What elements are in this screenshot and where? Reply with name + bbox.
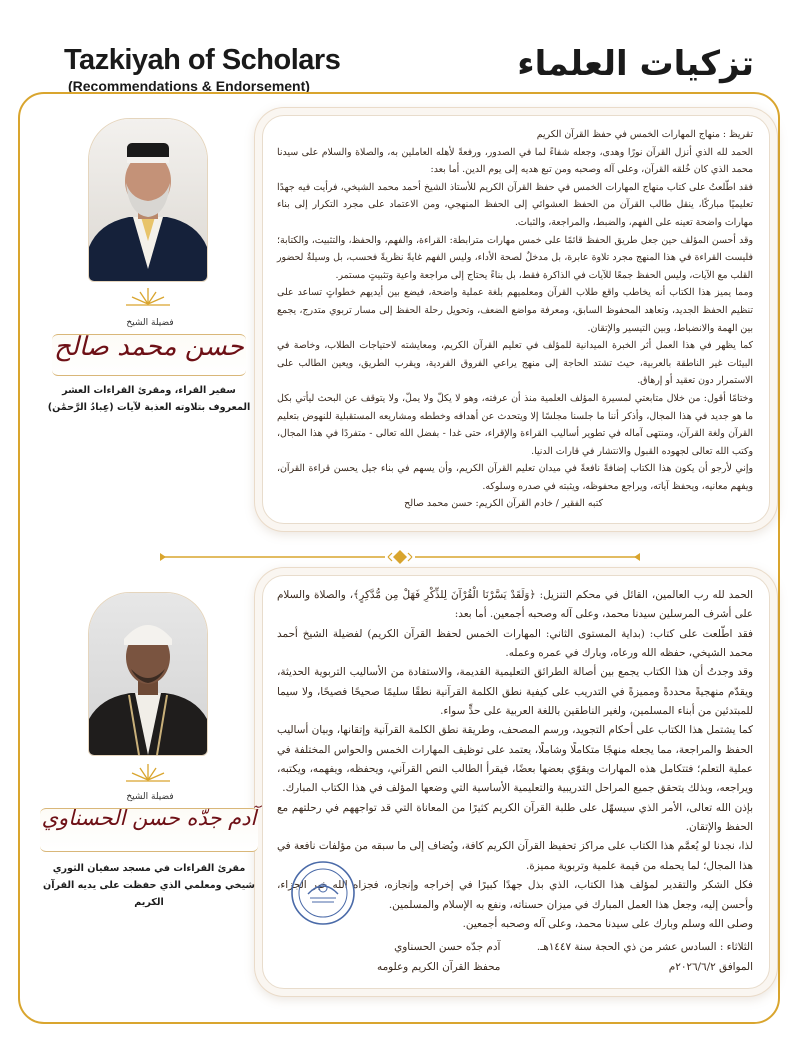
portrait-photo-icon <box>89 593 207 755</box>
letter-2-paragraph: بإذن الله تعالى، الأمر الذي سيسهّل على طلبة القرآن الكريم كثيرًا من المعاناة التي قد تواجههم في رحلتهم مع الحفظ والإتقان. <box>277 801 753 834</box>
crown-ornament-icon <box>126 288 170 306</box>
arabic-title: تزكيات العلماء <box>517 44 754 84</box>
letter-2-paragraph: وقد وجدتُ أن هذا الكتاب يجمع بين أصالة الطرائق التعليمية القديمة، والاستفادة من الأساليب التربوية الحديثة، ويقدّم منهجيةً محددةً ومميزةً في التدريب على كيفية نطق الكلمة القرآنية نطقًا سليمًا صحيحًا فصيحًا، ولا سيما للمبتدئين من أبناء المسلمين، ولغير الناطقين باللغة العربية على حدٍّ سواء. <box>277 666 753 718</box>
scholar-1-caption <box>36 382 262 416</box>
scholar-2-caption <box>30 860 268 911</box>
letter-2-paragraph: لذا، نجدنا لو يُعمَّم هذا الكتاب على مراكز تحفيظ القرآن الكريم كافة، ويُضاف إلى ما سبقه من مؤلفات نافعة في هذا المجال؛ لما يحمله من قيمة علمية وتربوية مميزة. <box>277 840 753 872</box>
scholar-2-caption-line: شيخي ومعلمي الذي حفظت على يديه القرآن الكريم <box>43 880 255 908</box>
scholar-1-name: حسن محمد صالح <box>54 332 244 362</box>
ornamental-divider <box>160 549 640 565</box>
signature-name: آدم جدّه حسن الحسناوي <box>394 941 501 954</box>
letter-1-signature: كتبه الفقير / خادم القرآن الكريم: حسن محمد صالح <box>404 498 603 510</box>
portrait-photo-icon <box>89 119 207 281</box>
english-title: Tazkiyah of Scholars <box>64 44 341 76</box>
english-subtitle: (Recommendations & Endorsement) <box>68 78 310 94</box>
letter-2-paragraph: فكل الشكر والتقدير لمؤلف هذا الكتاب، الذي بذل جهدًا كبيرًا في إخراجه وإنجازه، فجزاه الله خير الجزاء، وأحسن إليه، وجعل هذا العمل المبارك في ميزان حسناته، ونفع به الإسلام والمسلمين. <box>277 879 753 911</box>
scholar-1-caption-line: المعروف بتلاوته العذبة لآيات (عِبادُ الرَّحمَٰن) <box>47 402 251 413</box>
crown-ornament-icon <box>126 764 170 782</box>
letter-2-paragraph: فقد اطّلعت على كتاب: (بداية المستوى الثاني: المهارات الخمس لحفظ القرآن الكريم) لفضيلة الشيخ أحمد محمد الشيخي، حفظه الله ورعاه، وبارك في عمره وعمله. <box>277 627 753 660</box>
letter-1-paragraph: تقريظ : منهاج المهارات الخمس في حفظ القرآن الكريم <box>536 129 753 140</box>
date-hijri: الثلاثاء : السادس عشر من ذي الحجة سنة ١٤٤٧هـ. <box>536 941 753 954</box>
date-gregorian: الموافق ٢٠٢٦/٦/٢م <box>668 960 753 973</box>
signature-title: محفظ القرآن الكريم وعلومه <box>377 960 501 973</box>
scholar-1-photo <box>88 118 208 282</box>
letter-1-paragraph: فقد اطّلعتُ على كتاب منهاج المهارات الخمس في حفظ القرآن الكريم للأستاذ الشيخ أحمد محمد الشيخي، فرأيت فيه جهدًا تعليميًا مباركًا، ينقل طالب القرآن من الحفظ العشوائي إلى الحفظ المنهجي، ومن الاعتماد على مجرد التكرار إلى بناء مهارات واضحة تعينه على الفهم، والضبط، والمراجعة، والثبات. <box>277 181 753 228</box>
letter-1-paragraph: ومما يميز هذا الكتاب أنه يخاطب واقع طلاب القرآن ومعلميهم بلغة عملية واضحة، فيضع بين أيديهم خطواتٍ تساعد على تنظيم الحفظ الجديد، وتعاهد المحفوظ السابق، ومعرفة مواضع الضعف، وتحويل رحلة الحفظ إلى مسار تربوي متدرج، يجمع بين الهمة والانضباط، وبين التيسير والإتقان. <box>277 287 753 334</box>
letter-2-date <box>537 938 753 977</box>
seal-stamp-icon <box>290 860 356 926</box>
letter-1 <box>262 115 770 524</box>
letter-1-paragraph: الحمد لله الذي أنزل القرآن نورًا وهدى، وجعله شفاءً لما في الصدور، ورفعةً لأهله العاملين به، والصلاة والسلام على سيدنا محمد الذي كان خُلقه القرآن، وعلى آله وصحبه ومن تبع هديه إلى يوم الدين. أما بعد: <box>277 146 753 176</box>
letter-2-paragraph: كما يشتمل هذا الكتاب على أحكام التجويد، ورسم المصحف، وطريقة نطق الكلمة القرآنية وإتقانها، وبيان أساليب الحفظ والمراجعة، مما يجعله منهجًا متكاملًا وشاملًا، يعتمد على توظيف المهارات الخمس والحواس المختلفة في عملية التعلم؛ فتتكامل هذه المهارات ويقوّي بعضها بعضًا، فيقرأ الطالب النص القرآني، ويحفظه، ويفهمه، ويكتبه، ويراجعه، وبذلك يتحقق جميع المراحل التدريبية والتعليمية الأساسية التي وضعها المؤلف في هذا الكتاب المبارك. <box>277 724 753 795</box>
letter-1-paragraph: وقد أحسن المؤلف حين جعل طريق الحفظ قائمًا على خمس مهارات مترابطة: القراءة، والفهم، والحفظ، والتثبيت، والكتابة؛ فليست القراءة في هذا المنهج مجرد تلاوة عابرة، بل مدخلٌ لصحة الأداء، وليس الفهم غايةً نظريةً فحسب، بل وسيلةٌ لحضور القلب مع الآيات، وليس الحفظ جمعًا للآيات في الذاكرة فقط، بل بناءً يحتاج إلى مراجعة واعية وتثبيتٍ مستمر. <box>277 234 753 281</box>
letter-2-paragraph: الحمد لله رب العالمين، القائل في محكم التنزيل: ﴿وَلَقَدْ يَسَّرْنَا الْقُرْآنَ لِلذِّكْرِ فَهَلْ مِن مُّدَّكِرٍ﴾، والصلاة والسلام على أشرف المرسلين سيدنا محمد، وعلى آله وصحبه أجمعين. أما بعد: <box>277 589 753 621</box>
scholar-2-name: آدم جدّه حسن الحسناوي <box>41 806 257 830</box>
scholar-1-label: فضيلة الشيخ <box>126 318 174 328</box>
scholar-2-photo <box>88 592 208 756</box>
scholar-2-caption-line: مقرئ القراءات في مسجد سفيان الثوري <box>52 863 246 874</box>
letter-1-paragraph: وختامًا أقول: من خلال متابعتي لمسيرة المؤلف العلمية منذ أن عرفته، وهو لا يكلّ ولا يملّ، ولا يتوقف عن البحث ليأتي بكل ما هو جديد في هذا المجال، وأذكر أننا ما جلسنا مجلسًا إلا ويتحدث عن أهدافه وخططه ومشاريعه المستقبلية للنهوض بتعليم القرآن ولغة القرآن، ومنتهى آماله في تطوير أساليب القراءة والإقراء، حتى غدا - بفضل الله تعالى - متفردًا في هذا المجال، وكتب الله تعالى لجهوده القبول والانتشار في قارات الدنيا. <box>277 392 753 457</box>
letter-2-paragraph: وصلى الله وسلم وبارك على سيدنا محمد، وعلى آله وصحبه أجمعين. <box>462 917 753 930</box>
letter-2-signature <box>377 938 500 977</box>
letter-1-paragraph: كما يظهر في هذا العمل أثر الخبرة الميدانية للمؤلف في تعليم القرآن الكريم، ومعايشته لاحتياجات الطلاب، وخاصة في البيئات غير الناطقة بالعربية، حيث تشتد الحاجة إلى منهج يراعي الفروق الفردية، ويقرب الطريق، ويعين الطالب على الاستمرار دون تعقيد أو إرهاق. <box>277 340 753 387</box>
letter-1-paragraph: وإني لأرجو أن يكون هذا الكتاب إضافةً نافعةً في ميدان تعليم القرآن الكريم، وأن يسهم في بناء جيل يحسن قراءة القرآن، ويفهم معانيه، ويحفظ آياته، ويراجع محفوظه، ويثبته في صدره وسلوكه. <box>277 463 753 492</box>
letter-2 <box>262 575 770 989</box>
scholar-2-label: فضيلة الشيخ <box>126 792 174 802</box>
scholar-1-caption-line: سفير القراء، ومقرئ القراءات العشر <box>62 385 236 396</box>
